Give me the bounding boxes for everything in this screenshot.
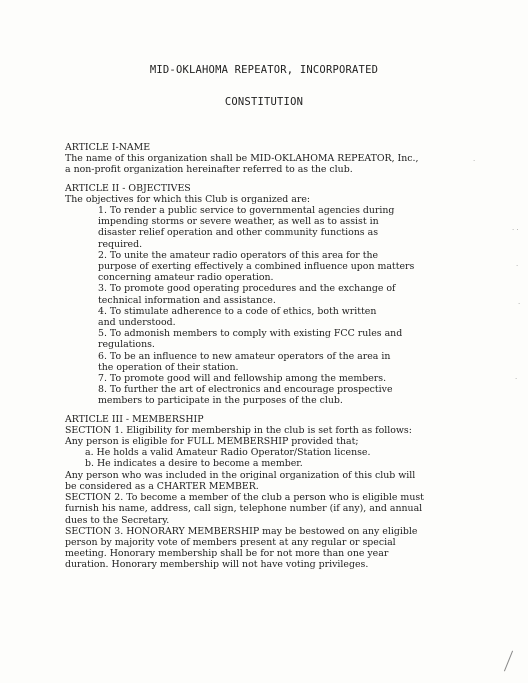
objective-line: impending storms or severe weather, as well as to assist in xyxy=(98,216,379,228)
scan-speck: · xyxy=(516,262,519,270)
objective-line: regulations. xyxy=(98,339,155,351)
membership-line: person by majority vote of members present at any regular or special xyxy=(65,536,396,548)
objective-line: required. xyxy=(98,238,143,250)
scan-speck: · · xyxy=(512,226,519,234)
objective-line: and understood. xyxy=(98,317,176,329)
article-heading: ARTICLE II - OBJECTIVES xyxy=(65,182,191,194)
objective-line: 6. To be an influence to new amateur operators of the area in xyxy=(98,350,391,362)
objective-line: technical information and assistance. xyxy=(98,294,276,306)
objective-line: purpose of exerting effectively a combined influence upon matters xyxy=(98,261,415,273)
membership-line: duration. Honorary membership will not have voting privileges. xyxy=(65,559,369,571)
objective-line: 8. To further the art of electronics and encourage prospective xyxy=(98,384,393,396)
article-text: The name of this organization shall be MID-OKLAHOMA REPEATOR, Inc., xyxy=(65,153,419,165)
membership-line: a. He holds a valid Amateur Radio Operator/Station license. xyxy=(85,447,371,459)
article-heading: ARTICLE III - MEMBERSHIP xyxy=(65,413,204,425)
objective-line: 3. To promote good operating procedures and the exchange of xyxy=(98,283,396,295)
scan-speck: · xyxy=(518,300,521,308)
membership-line: be considered as a CHARTER MEMBER. xyxy=(65,480,259,492)
document-body xyxy=(65,142,485,571)
document-subtitle: CONSTITUTION xyxy=(224,96,304,108)
document-title: MID-OKLAHOMA REPEATOR, INCORPORATED xyxy=(149,64,379,76)
objective-line: 7. To promote good will and fellowship among the members. xyxy=(98,373,387,385)
article-text: a non-profit organization hereinafter referred to as the club. xyxy=(65,164,353,176)
membership-line: Any person is eligible for FULL MEMBERSHIP provided that; xyxy=(65,436,359,448)
scan-speck: · xyxy=(515,375,518,383)
scan-speck: · xyxy=(473,157,476,165)
scan-line-mark xyxy=(504,651,513,672)
membership-line: SECTION 1. Eligibility for membership in the club is set forth as follows: xyxy=(65,424,412,436)
article-heading: ARTICLE I-NAME xyxy=(65,142,151,153)
membership-line: SECTION 3. HONORARY MEMBERSHIP may be bestowed on any eligible xyxy=(65,525,418,537)
membership-line: furnish his name, address, call sign, telephone number (if any), and annual xyxy=(65,503,423,515)
membership-line: dues to the Secretary. xyxy=(65,514,170,526)
objective-line: 2. To unite the amateur radio operators of this area for the xyxy=(98,249,379,261)
membership-line: SECTION 2. To become a member of the club a person who is eligible must xyxy=(65,492,424,504)
objective-line: 4. To stimulate adherence to a code of ethics, both written xyxy=(98,305,377,317)
membership-line: Any person who was included in the original organization of this club will xyxy=(65,469,416,481)
objective-line: concerning amateur radio operation. xyxy=(98,272,274,284)
article-text: The objectives for which this Club is organized are: xyxy=(65,193,311,205)
membership-line: meeting. Honorary membership shall be for not more than one year xyxy=(65,548,389,560)
objective-line: the operation of their station. xyxy=(98,361,239,373)
objective-line: disaster relief operation and other community functions as xyxy=(98,227,379,239)
objective-line: members to participate in the purposes of the club. xyxy=(98,395,343,407)
objective-line: 5. To admonish members to comply with existing FCC rules and xyxy=(98,328,403,340)
membership-line: b. He indicates a desire to become a member. xyxy=(85,458,303,470)
objective-line: 1. To render a public service to governmental agencies during xyxy=(98,205,395,217)
